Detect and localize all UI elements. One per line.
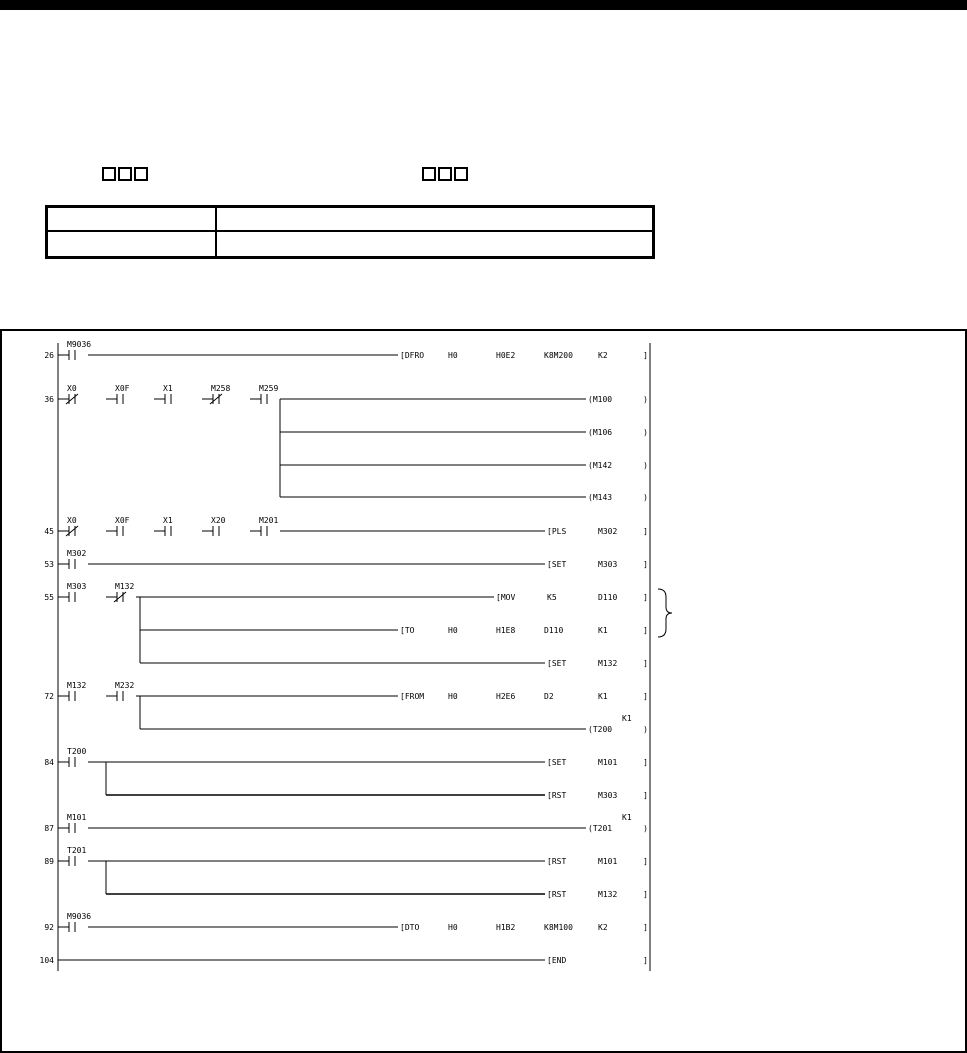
instruction-close: ] xyxy=(643,791,648,800)
contact-label: X1 xyxy=(163,384,173,393)
instruction-close: ] xyxy=(643,351,648,360)
instruction-operand: H1E8 xyxy=(496,626,516,635)
step-number: 36 xyxy=(44,395,54,404)
instruction-close: ] xyxy=(643,659,648,668)
instruction-operand: K8M200 xyxy=(544,351,573,360)
coil-label: (M142 xyxy=(588,461,613,470)
contact-label: M132 xyxy=(67,681,87,690)
coil-close: ) xyxy=(643,493,648,502)
spec-box-left-3 xyxy=(134,167,148,181)
instruction-operand: H1B2 xyxy=(496,923,516,932)
parameter-table xyxy=(45,205,655,259)
coil-close: ) xyxy=(643,428,648,437)
instruction-name: [TO xyxy=(400,626,415,635)
step-number: 72 xyxy=(44,692,54,701)
contact-label: M258 xyxy=(211,384,231,393)
step-number: 26 xyxy=(44,351,54,360)
contact-label: X0F xyxy=(115,516,130,525)
step-number: 92 xyxy=(44,923,54,932)
step-number: 45 xyxy=(44,527,54,536)
contact-label: X0 xyxy=(67,516,77,525)
table-row-divider xyxy=(48,230,652,232)
instruction-operand: M101 xyxy=(598,758,618,767)
instruction-operand: K1 xyxy=(598,692,608,701)
coil-close: ) xyxy=(643,395,648,404)
instruction-name: [RST xyxy=(547,890,567,899)
instruction-operand: H0 xyxy=(448,692,458,701)
contact-label: M303 xyxy=(67,582,87,591)
coil-close: ) xyxy=(643,461,648,470)
contact-label: M101 xyxy=(67,813,87,822)
instruction-close: ] xyxy=(643,758,648,767)
instruction-name: [SET xyxy=(547,758,567,767)
instruction-operand: H2E6 xyxy=(496,692,516,701)
instruction-operand: K8M100 xyxy=(544,923,573,932)
spec-box-right-2 xyxy=(438,167,452,181)
instruction-name: [DTO xyxy=(400,923,420,932)
instruction-name: [END xyxy=(547,956,567,965)
step-number: 89 xyxy=(44,857,54,866)
spec-box-right-1 xyxy=(422,167,436,181)
instruction-operand: D110 xyxy=(544,626,564,635)
grouping-brace xyxy=(658,589,672,637)
step-number: 104 xyxy=(39,956,54,965)
instruction-operand: H0 xyxy=(448,351,458,360)
timer-constant: K1 xyxy=(622,813,632,822)
instruction-close: ] xyxy=(643,956,648,965)
instruction-close: ] xyxy=(643,626,648,635)
instruction-name: [FROM xyxy=(400,692,425,701)
instruction-close: ] xyxy=(643,593,648,602)
instruction-operand: K2 xyxy=(598,351,608,360)
spec-box-right-3 xyxy=(454,167,468,181)
instruction-operand: M303 xyxy=(598,791,618,800)
coil-label: (M143 xyxy=(588,493,613,502)
contact-label: X20 xyxy=(211,516,226,525)
instruction-operand: K2 xyxy=(598,923,608,932)
header-rule xyxy=(0,0,967,10)
contact-label: M302 xyxy=(67,549,87,558)
coil-label: (M106 xyxy=(588,428,613,437)
contact-label: T201 xyxy=(67,846,87,855)
contact-label: M201 xyxy=(259,516,279,525)
contact-label: X1 xyxy=(163,516,173,525)
instruction-operand: K5 xyxy=(547,593,557,602)
instruction-operand: D110 xyxy=(598,593,618,602)
instruction-close: ] xyxy=(643,857,648,866)
coil-close: ) xyxy=(643,824,648,833)
contact-label: M259 xyxy=(259,384,279,393)
timer-constant: K1 xyxy=(622,714,632,723)
step-number: 84 xyxy=(44,758,54,767)
instruction-operand: H0 xyxy=(448,626,458,635)
instruction-name: [SET xyxy=(547,560,567,569)
contact-label: M9036 xyxy=(67,912,92,921)
instruction-operand: M132 xyxy=(598,890,618,899)
table-column-divider xyxy=(215,208,217,256)
coil-label: (T201 xyxy=(588,824,613,833)
instruction-operand: M303 xyxy=(598,560,618,569)
spec-box-left-1 xyxy=(102,167,116,181)
instruction-operand: H0 xyxy=(448,923,458,932)
contact-label: T200 xyxy=(67,747,87,756)
contact-label: X0F xyxy=(115,384,130,393)
instruction-name: [RST xyxy=(547,791,567,800)
instruction-close: ] xyxy=(643,923,648,932)
instruction-close: ] xyxy=(643,527,648,536)
contact-label: M132 xyxy=(115,582,135,591)
instruction-operand: K1 xyxy=(598,626,608,635)
contact-label: M9036 xyxy=(67,340,92,349)
ladder-program-frame xyxy=(0,329,967,1053)
contact-label: X0 xyxy=(67,384,77,393)
instruction-close: ] xyxy=(643,560,648,569)
instruction-close: ] xyxy=(643,890,648,899)
instruction-name: [PLS xyxy=(547,527,567,536)
instruction-operand: M101 xyxy=(598,857,618,866)
instruction-name: [RST xyxy=(547,857,567,866)
coil-label: (T200 xyxy=(588,725,613,734)
step-number: 87 xyxy=(44,824,54,833)
instruction-name: [SET xyxy=(547,659,567,668)
contact-label: M232 xyxy=(115,681,135,690)
ladder-diagram xyxy=(2,331,965,1051)
step-number: 55 xyxy=(44,593,54,602)
coil-close: ) xyxy=(643,725,648,734)
instruction-operand: M132 xyxy=(598,659,618,668)
instruction-operand: D2 xyxy=(544,692,554,701)
spec-box-left-2 xyxy=(118,167,132,181)
instruction-name: [DFRO xyxy=(400,351,425,360)
step-number: 53 xyxy=(44,560,54,569)
coil-label: (M100 xyxy=(588,395,613,404)
instruction-operand: H0E2 xyxy=(496,351,516,360)
instruction-close: ] xyxy=(643,692,648,701)
instruction-name: [MOV xyxy=(496,593,516,602)
instruction-operand: M302 xyxy=(598,527,618,536)
